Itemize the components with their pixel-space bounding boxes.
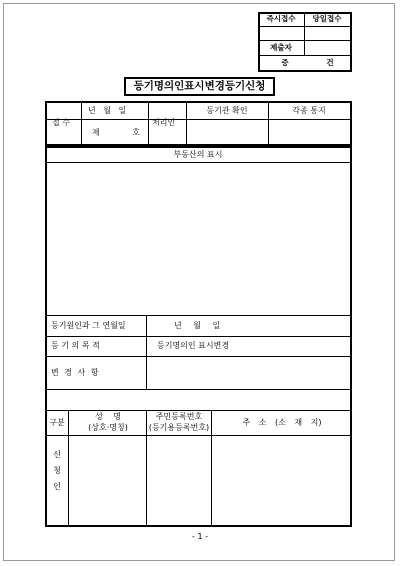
address-header: 주 소 (소 재 지) <box>242 418 322 427</box>
applicant-name-cell[interactable] <box>69 436 145 524</box>
change-label: 변 경 사 항 <box>51 368 99 377</box>
purpose-value[interactable]: 등기명의인 표시변경 <box>157 341 230 350</box>
property-section-label: 부동산의 표시 <box>173 150 223 159</box>
blank-row[interactable] <box>47 390 350 409</box>
name-header: 성 명 <box>95 412 121 421</box>
notifications-label: 각종 통지 <box>292 106 326 115</box>
reception-number: 제 호 <box>92 128 140 137</box>
submitter-label: 제출자 <box>270 43 292 52</box>
property-description-area[interactable] <box>47 163 350 315</box>
purpose-label: 등 기 의 목 적 <box>51 341 100 350</box>
cause-value[interactable]: 년 월 일 <box>174 321 221 330</box>
same-day-receipt-label: 당일접수 <box>312 14 342 23</box>
immediate-receipt-label: 즉시접수 <box>266 14 296 23</box>
count-unit-label: 건 <box>326 58 334 67</box>
applicant-id-cell[interactable] <box>147 436 210 524</box>
page-number: - 1 - <box>192 532 208 541</box>
processor-label: 처리인 <box>152 118 176 127</box>
applicant-label <box>51 447 63 495</box>
registrar-confirm-label: 등기관 확인 <box>206 106 248 115</box>
id-number-header: 주민등록번호 <box>155 412 203 421</box>
reception-date: 년 월 일 <box>88 106 127 115</box>
form-title: 등기명의인표시변경등기신청 <box>124 77 275 96</box>
category-label: 구분 <box>49 418 65 427</box>
cause-label: 등기원인과 그 연월일 <box>51 321 126 330</box>
applicant-char-1: 신 <box>53 450 61 459</box>
evidence-label: 증 <box>281 58 289 67</box>
applicant-char-2: 청 <box>53 466 61 475</box>
name-subheader: (상호·명칭) <box>88 423 128 432</box>
change-value-area[interactable] <box>148 357 349 388</box>
id-number-subheader: (등기용등록번호) <box>148 423 210 432</box>
applicant-char-3: 인 <box>53 482 61 491</box>
applicant-address-cell[interactable] <box>212 436 349 524</box>
reception-label: 접 수 <box>52 118 70 127</box>
